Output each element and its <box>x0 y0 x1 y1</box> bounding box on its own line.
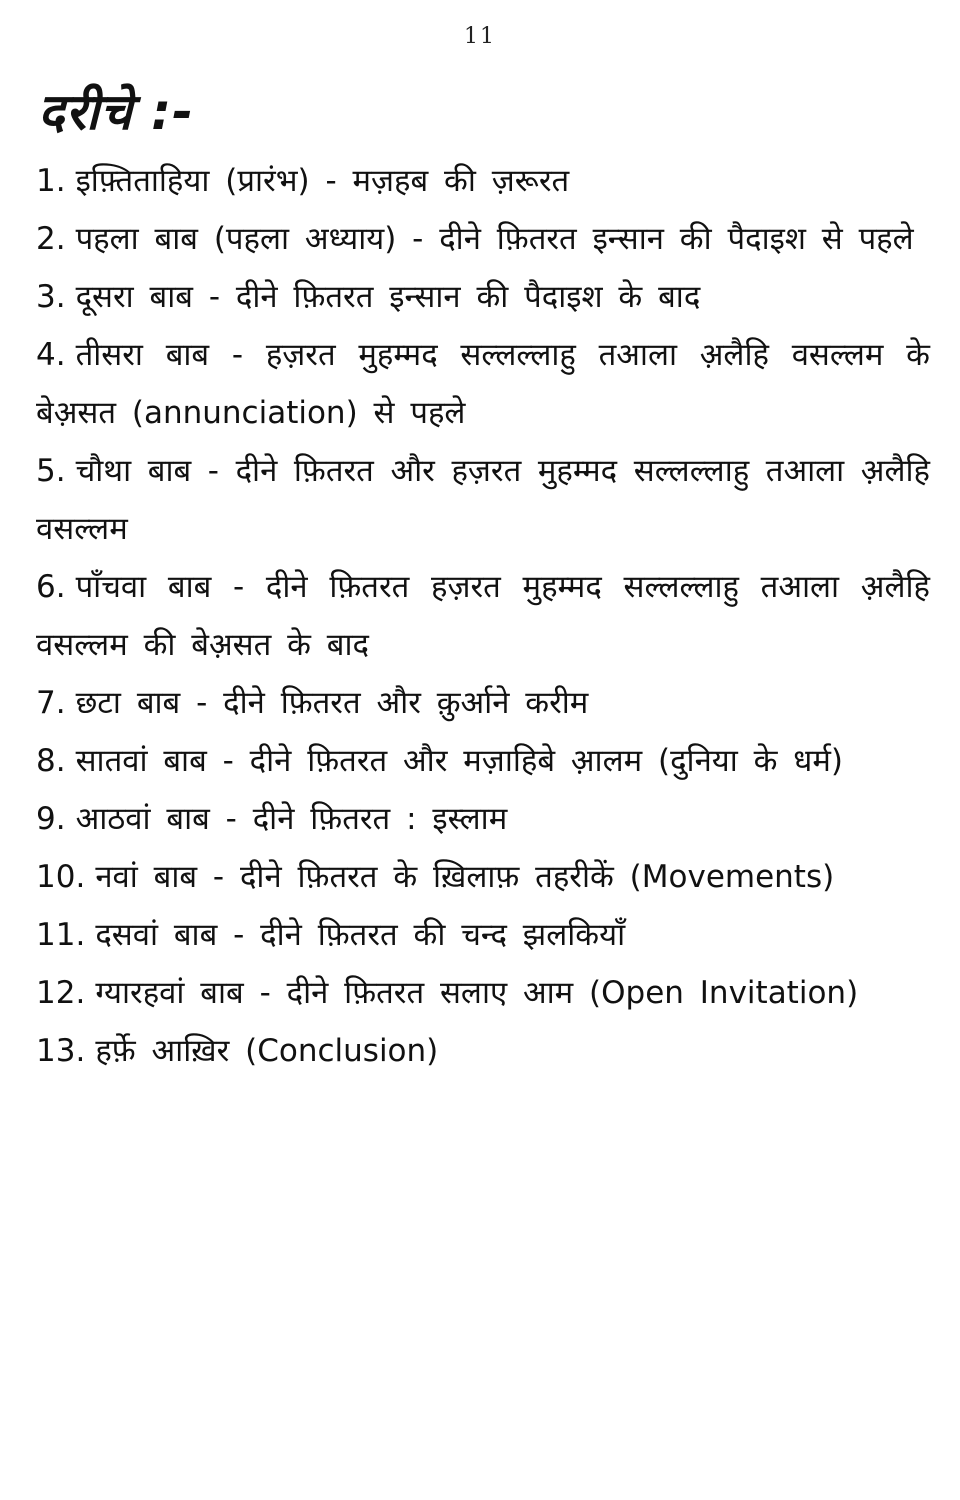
item-text: नवां बाब - दीने फ़ितरत के ख़िलाफ़ तहरीकें (Movements) <box>95 859 835 895</box>
list-item <box>36 790 930 848</box>
item-text: ग्यारहवां बाब - दीने फ़ितरत सलाए आम (Open Invitation) <box>95 975 859 1011</box>
item-text: आठवां बाब - दीने फ़ितरत : इस्लाम <box>75 801 508 837</box>
item-number: 12. <box>36 975 86 1011</box>
item-text: तीसरा बाब - हज़रत मुहम्मद सल्लल्लाहु तआला अ़लैहि वसल्लम के बेअ़सत (annunciation) से पहले <box>36 337 930 431</box>
item-number: 4. <box>36 337 66 373</box>
page-number: 11 <box>464 24 496 49</box>
item-number: 1. <box>36 163 66 199</box>
item-text: चौथा बाब - दीने फ़ितरत और हज़रत मुहम्मद सल्लल्लाहु तआला अ़लैहि वसल्लम <box>36 453 930 547</box>
list-item <box>36 210 930 268</box>
list-item <box>36 964 930 1022</box>
item-number: 9. <box>36 801 66 837</box>
item-text: हर्फ़े आख़िर (Conclusion) <box>95 1033 439 1069</box>
list-item <box>36 268 930 326</box>
list-item <box>36 674 930 732</box>
contents-list <box>36 152 930 1080</box>
page-heading: दरीचे :- <box>38 83 194 141</box>
item-number: 8. <box>36 743 66 779</box>
list-item <box>36 848 930 906</box>
item-number: 11. <box>36 917 86 953</box>
item-text: दूसरा बाब - दीने फ़ितरत इन्सान की पैदाइश के बाद <box>75 279 701 315</box>
item-text: छटा बाब - दीने फ़ितरत और क़ुर्आने करीम <box>75 685 589 721</box>
list-item <box>36 1022 930 1080</box>
item-number: 10. <box>36 859 86 895</box>
item-text: पहला बाब (पहला अध्याय) - दीने फ़ितरत इन्सान की पैदाइश से पहले <box>75 221 914 257</box>
item-number: 5. <box>36 453 66 489</box>
list-item <box>36 442 930 558</box>
item-text: सातवां बाब - दीने फ़ितरत और मज़ाहिबे आ़लम (दुनिया के धर्म) <box>75 743 843 779</box>
item-text: इफ़्तिताहिया (प्रारंभ) - मज़हब की ज़रूरत <box>75 163 570 199</box>
list-item <box>36 906 930 964</box>
list-item <box>36 732 930 790</box>
list-item <box>36 152 930 210</box>
item-text: पाँचवा बाब - दीने फ़ितरत हज़रत मुहम्मद सल्लल्लाहु तआला अ़लैहि वसल्लम की बेअ़सत के बाद <box>36 569 930 663</box>
item-number: 13. <box>36 1033 86 1069</box>
list-item <box>36 558 930 674</box>
item-text: दसवां बाब - दीने फ़ितरत की चन्द झलकियाँ <box>95 917 626 953</box>
item-number: 3. <box>36 279 66 315</box>
list-item <box>36 326 930 442</box>
item-number: 2. <box>36 221 66 257</box>
item-number: 6. <box>36 569 66 605</box>
item-number: 7. <box>36 685 66 721</box>
